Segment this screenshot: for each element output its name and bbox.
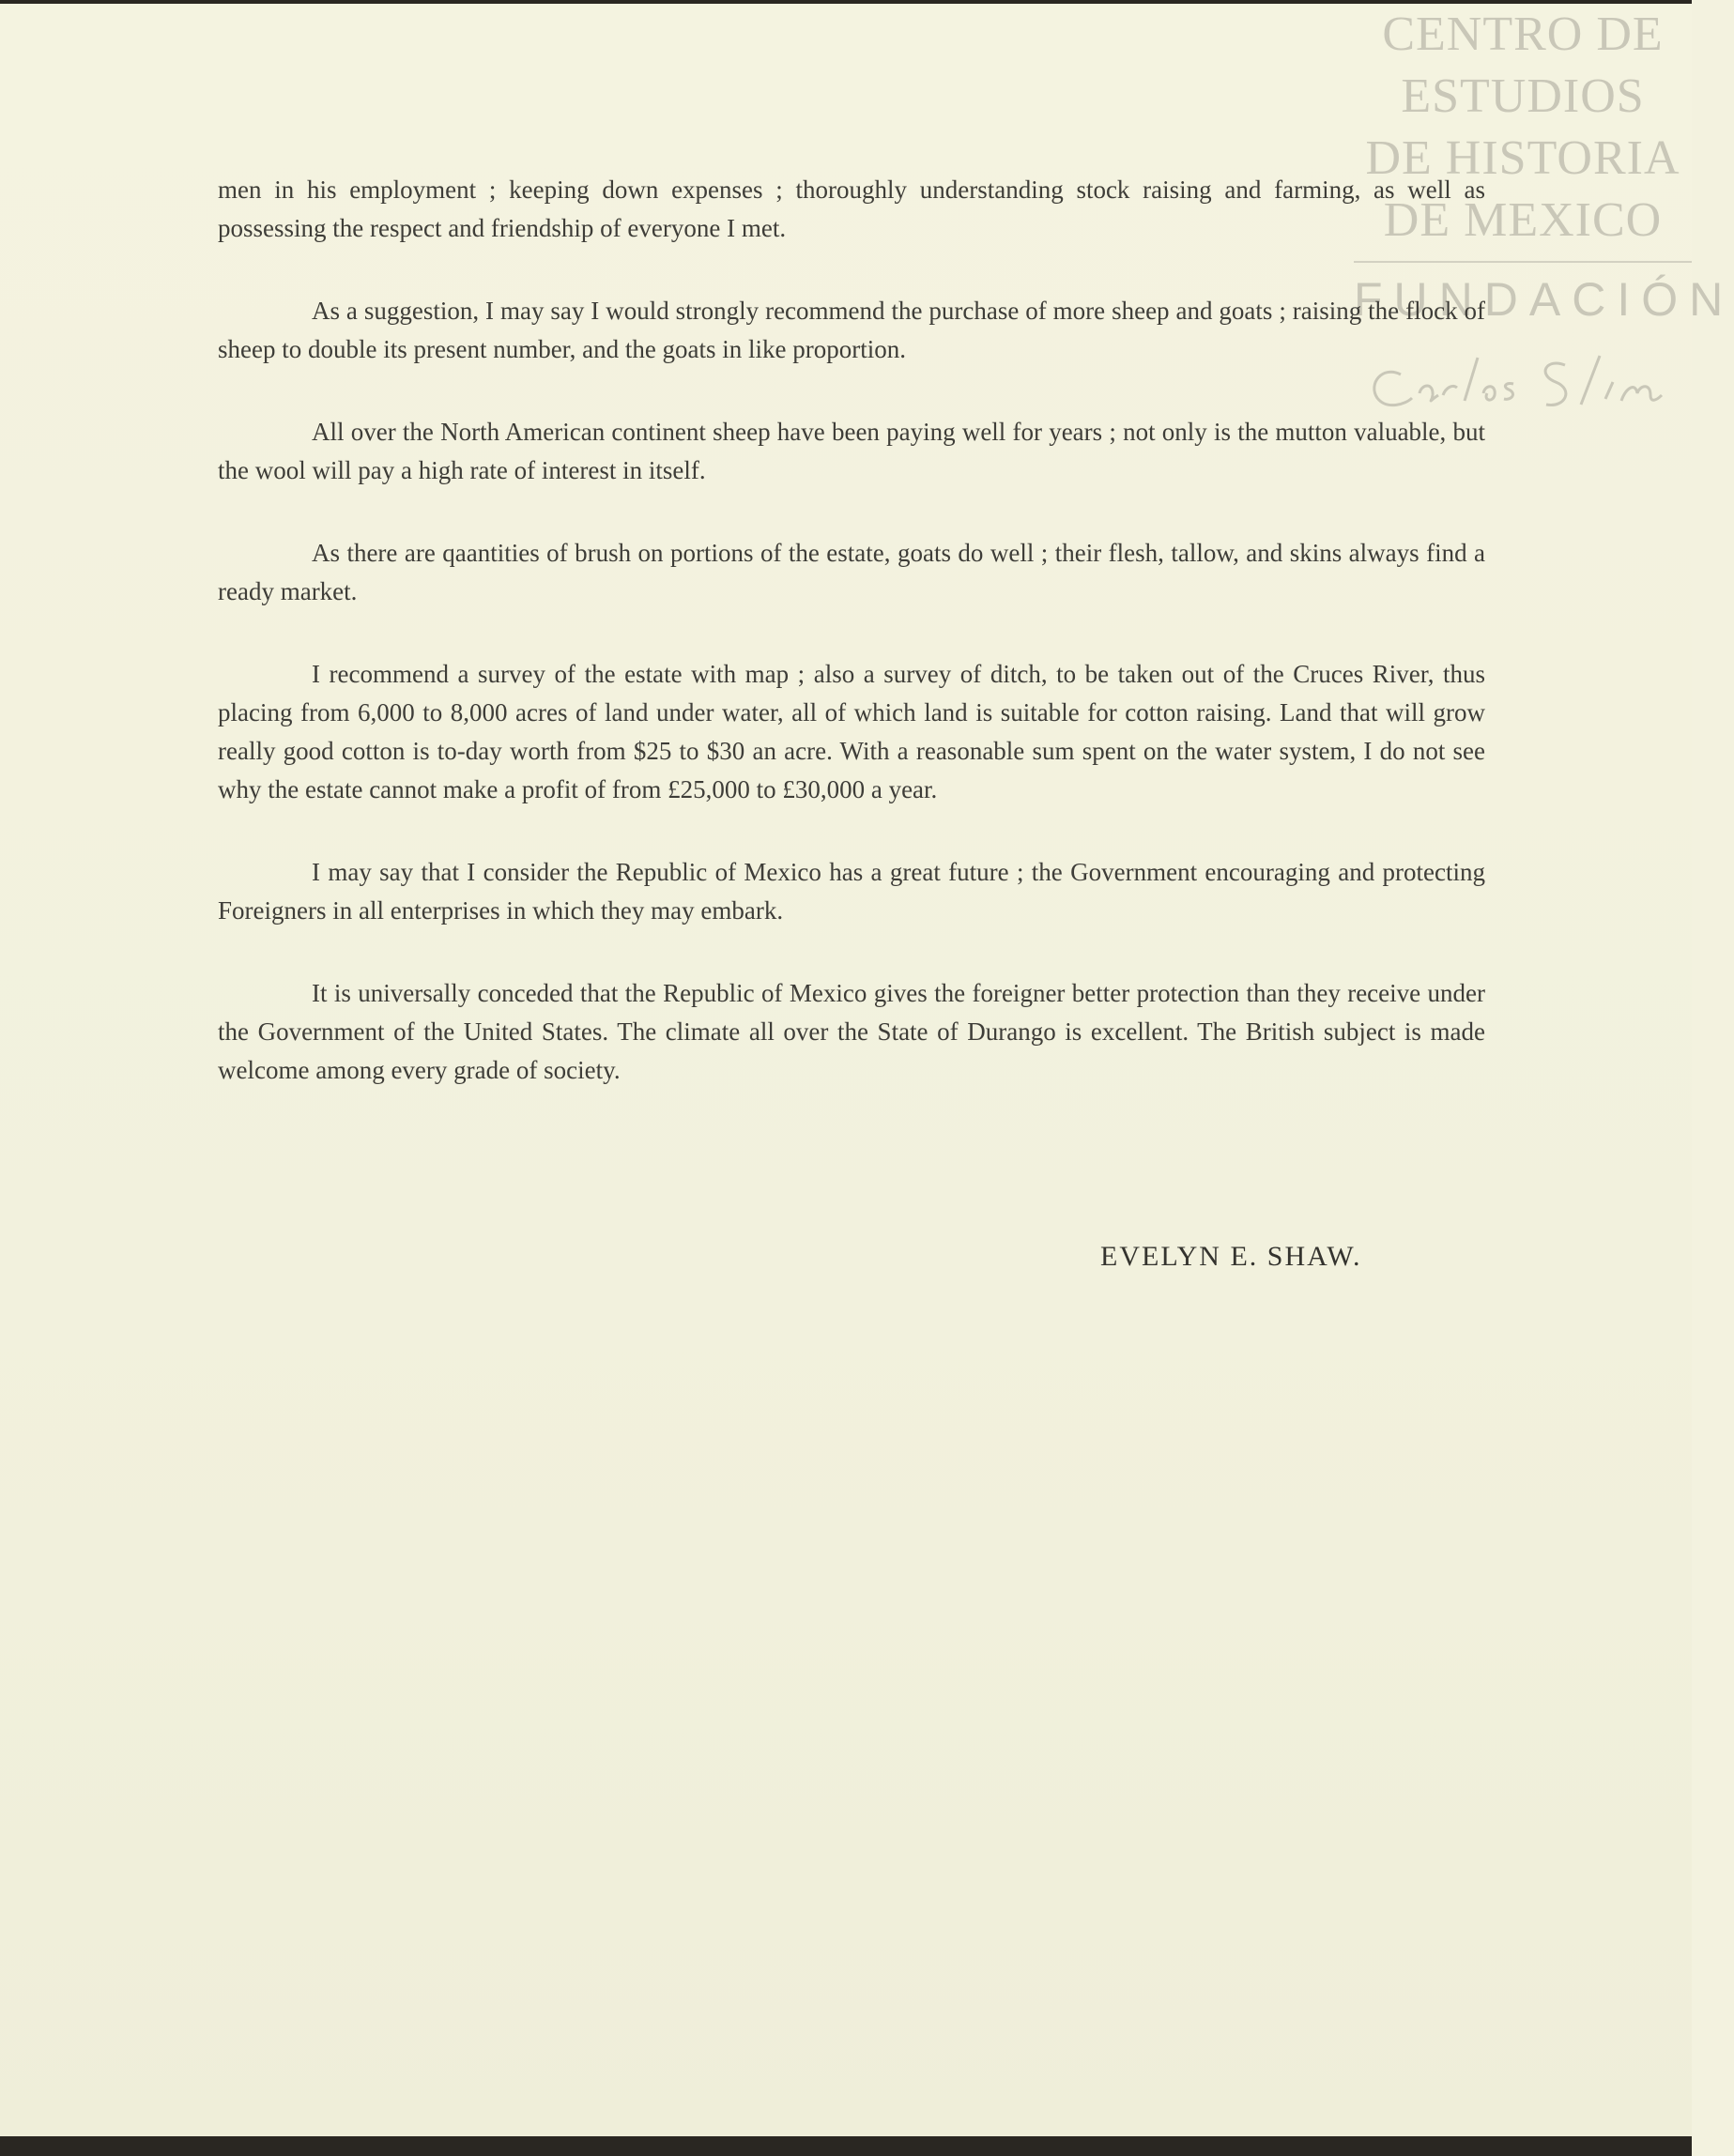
paragraph: It is universally conceded that the Republic of Mexico gives the foreigner better protection than they receive under the Government of the United States. The climate all over the State of Durango is excellent. The British subject is made welcome among every grade of society. bbox=[218, 979, 1485, 1084]
paragraph: I may say that I consider the Republic of Mexico has a great future ; the Government encouraging and protecting Foreigners in all enterprises in which they may embark. bbox=[218, 858, 1485, 925]
watermark-line: DE MEXICO bbox=[1383, 193, 1663, 247]
watermark-line: CENTRO DE bbox=[1382, 8, 1664, 61]
watermark-fundacion: FUNDACIÓN bbox=[1354, 273, 1734, 326]
author-signature: EVELYN E. SHAW. bbox=[1100, 1241, 1362, 1272]
document-body bbox=[218, 171, 1485, 1134]
paragraph: As there are qaantities of brush on portions of the estate, goats do well ; their flesh, tallow, and skins always find a ready market. bbox=[218, 539, 1485, 605]
paragraph: men in his employment ; keeping down expenses ; thoroughly understanding stock raising and farming, as well as possessing the respect and friendship of everyone I met. bbox=[218, 176, 1485, 242]
paragraph: I recommend a survey of the estate with map ; also a survey of ditch, to be taken out of the Cruces River, thus placing from 6,000 to 8,000 acres of land under water, all of which land is suitable for cotton raising. Land that will grow really good cotton is to-day worth from $25 to $30 an acre. With a reasonable sum spent on the water system, I do not see why the estate cannot make a profit of from £25,000 to £30,000 a year. bbox=[218, 660, 1485, 803]
paragraph: As a suggestion, I may say I would strongly recommend the purchase of more sheep and goats ; raising the flock of sheep to double its present number, and the goats in like proportion. bbox=[218, 297, 1485, 363]
watermark-line: DE HISTORIA bbox=[1365, 131, 1680, 185]
watermark-line: ESTUDIOS bbox=[1401, 69, 1645, 123]
paragraph: All over the North American continent sheep have been paying well for years ; not only is the mutton valuable, but the wool will pay a high rate of interest in itself. bbox=[218, 418, 1485, 484]
scan-bottom-edge bbox=[0, 2136, 1692, 2156]
